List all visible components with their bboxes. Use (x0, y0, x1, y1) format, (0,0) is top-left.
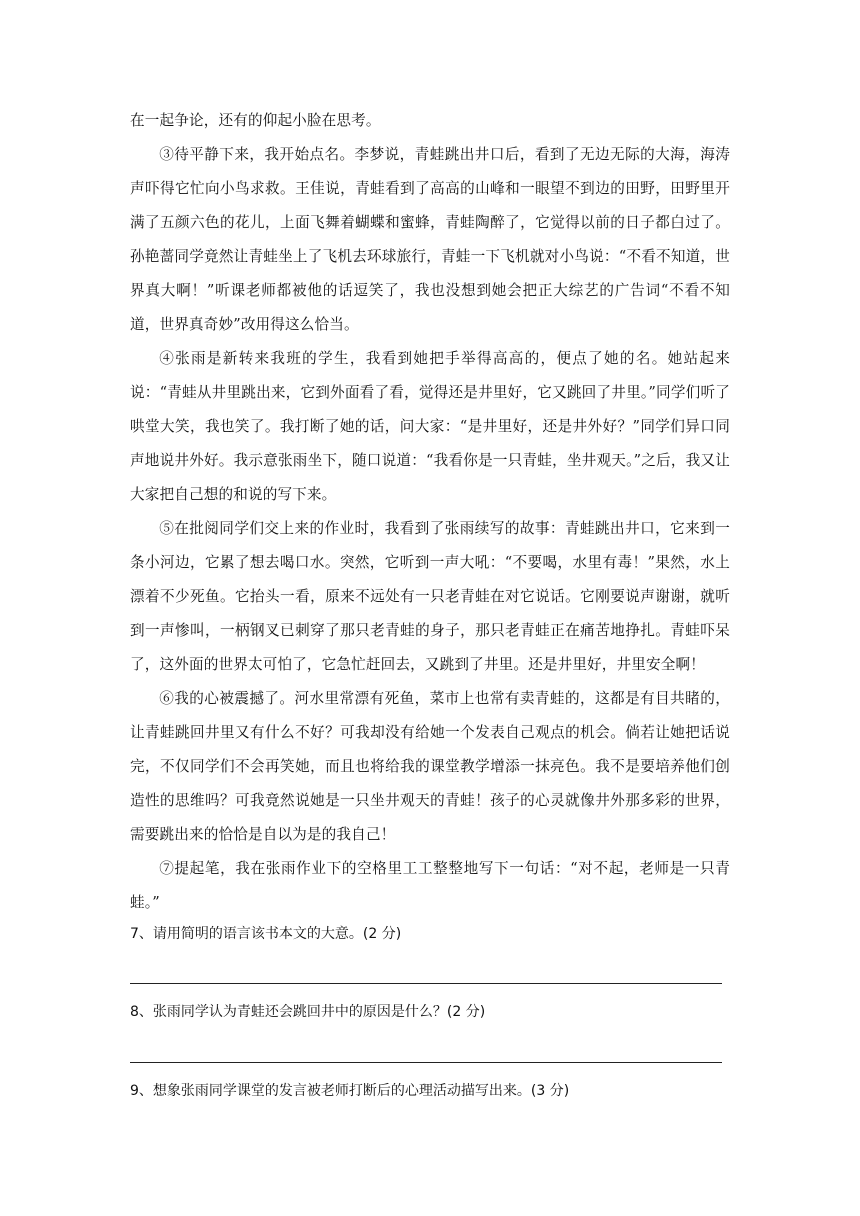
question-8: 8、张雨同学认为青蛙还会跳回井中的原因是什么？(2 分) (130, 1004, 486, 1020)
question-9: 9、想象张雨同学课堂的发言被老师打断后的心理活动描写出来。(3 分) (130, 1083, 570, 1099)
question-7: 7、请用简明的语言该书本文的大意。(2 分) (130, 926, 402, 942)
paragraph-7: ⑦提起笔，我在张雨作业下的空格里工工整整地写下一句话：“对不起，老师是一只青蛙。” (130, 860, 730, 911)
paragraph-6: ⑥我的心被震撼了。河水里常漂有死鱼，菜市上也常有卖青蛙的，这都是有目共睹的，让青蛙跳回井里又有什么不好？可我却没有给她一个发表自己观点的机会。倘若让她把话说完，不仅同学们不会再笑她，而且也将给我的课堂教学增添一抹亮色。我不是要培养他们创造性的思维吗？可我竟然说她是一只坐井观天的青蛙！孩子的心灵就像井外那多彩的世界，需要跳出来的恰恰是自以为是的我自己！ (130, 690, 730, 843)
paragraph-continuation: 在一起争论，还有的仰起小脸在思考。 (130, 112, 381, 129)
answer-line-7[interactable] (130, 983, 722, 984)
paragraph-4: ④张雨是新转来我班的学生，我看到她把手举得高高的，便点了她的名。她站起来说：“青蛙从井里跳出来，它到外面看了看，觉得还是井里好，它又跳回了井里。”同学们听了哄堂大笑，我也笑了。我打断了她的话，问大家：“是井里好，还是井外好？”同学们异口同声地说井外好。我示意张雨坐下，随口说道：“我看你是一只青蛙，坐井观天。”之后，我又让大家把自己想的和说的写下来。 (130, 350, 730, 503)
paragraph-5: ⑤在批阅同学们交上来的作业时，我看到了张雨续写的故事：青蛙跳出井口，它来到一条小河边，它累了想去喝口水。突然，它听到一声大吼：“不要喝，水里有毒！”果然，水上漂着不少死鱼。它抬头一看，原来不远处有一只老青蛙在对它说话。它刚要说声谢谢，就听到一声惨叫，一柄钢叉已刺穿了那只老青蛙的身子，那只老青蛙正在痛苦地挣扎。青蛙吓呆了，这外面的世界太可怕了，它急忙赶回去，又跳到了井里。还是井里好，井里安全啊！ (130, 520, 730, 673)
answer-line-8[interactable] (130, 1062, 722, 1063)
paragraph-3: ③待平静下来，我开始点名。李梦说，青蛙跳出井口后，看到了无边无际的大海，海涛声吓得它忙向小鸟求救。王佳说，青蛙看到了高高的山峰和一眼望不到边的田野，田野里开满了五颜六色的花儿，上面飞舞着蝴蝶和蜜蜂，青蛙陶醉了，它觉得以前的日子都白过了。孙艳蔷同学竟然让青蛙坐上了飞机去环球旅行，青蛙一下飞机就对小鸟说：“不看不知道，世界真大啊！”听课老师都被他的话逗笑了，我也没想到她会把正大综艺的广告词“不看不知道，世界真奇妙”改用得这么恰当。 (130, 146, 730, 333)
